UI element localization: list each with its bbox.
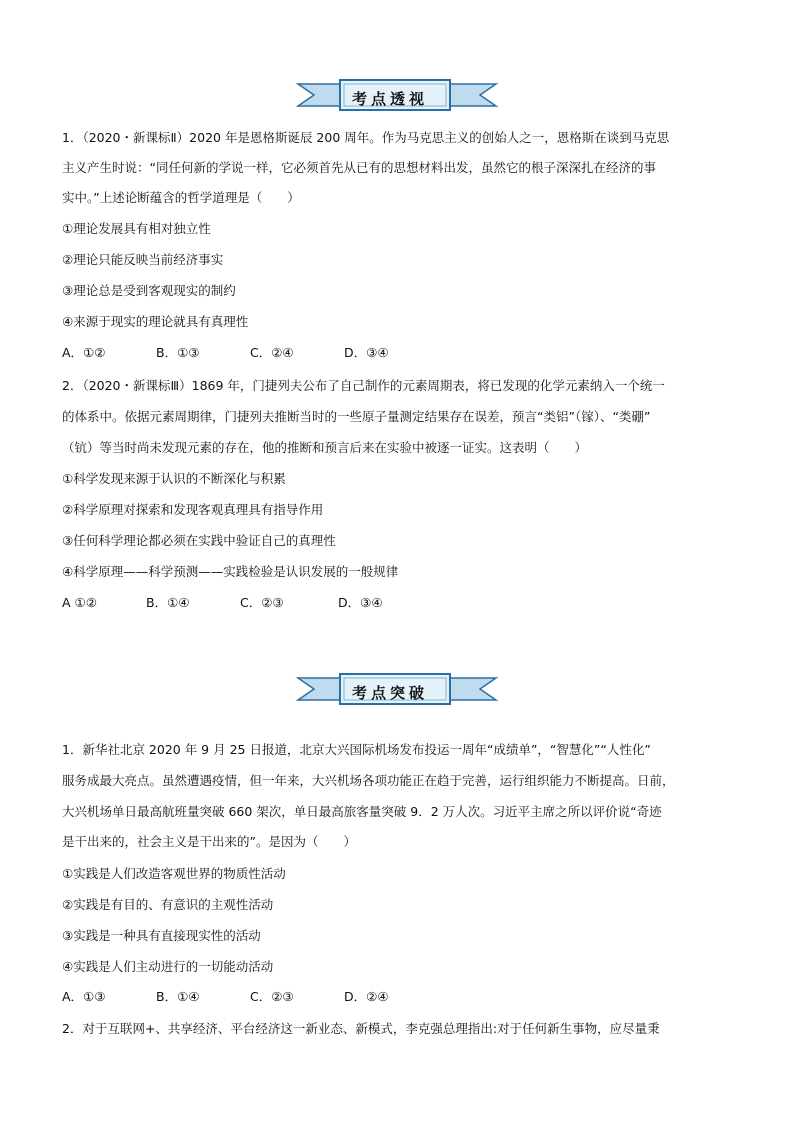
statement-item: ③实践是一种具有直接现实性的活动 xyxy=(62,928,261,943)
statement-item: ②实践是有目的、有意识的主观性活动 xyxy=(62,897,274,912)
section-title: 考点透视 xyxy=(352,90,429,108)
option-c: C．②④ xyxy=(250,345,294,360)
option-b: B．①④ xyxy=(156,989,200,1004)
question-text-line: 的体系中。依据元素周期律，门捷列夫推断当时的一些原子量测定结果存在误差，预言“类铝”（镓）、“类硼” xyxy=(62,409,651,424)
question-text-line: 主义产生时说：“同任何新的学说一样，它必须首先从已有的思想材料出发，虽然它的根子深深扎在经济的事 xyxy=(62,160,656,175)
statement-item: ④来源于现实的理论就具有真理性 xyxy=(62,314,249,329)
statement-item: ②理论只能反映当前经济事实 xyxy=(62,252,224,267)
section-title: 考点突破 xyxy=(352,684,429,702)
statement-item: ①理论发展具有相对独立性 xyxy=(62,221,211,236)
option-a: A．①③ xyxy=(62,989,106,1004)
section-banner-perspective xyxy=(0,76,794,120)
option-a: A ①② xyxy=(62,595,97,610)
question-text-line: 1．（2020・新课标Ⅱ）2020 年是恩格斯诞辰 200 周年。作为马克思主义的创始人之一，恩格斯在谈到马克思 xyxy=(62,130,670,145)
statement-item: ①科学发现来源于认识的不断深化与积累 xyxy=(62,471,286,486)
answer-options xyxy=(62,345,389,361)
question-text-line: （钪）等当时尚未发现元素的存在，他的推断和预言后来在实验中被逐一证实。这表明（ ） xyxy=(62,440,588,455)
statement-item: ④实践是人们主动进行的一切能动活动 xyxy=(62,959,274,974)
answer-options xyxy=(62,989,389,1005)
statement-item: ①实践是人们改造客观世界的物质性活动 xyxy=(62,866,286,881)
option-c: C．②③ xyxy=(240,595,284,610)
section-banner-breakthrough xyxy=(0,670,794,714)
option-b: B．①③ xyxy=(156,345,200,360)
question-text-line: 2．（2020・新课标Ⅲ）1869 年，门捷列夫公布了自己制作的元素周期表，将已发现的化学元素纳入一个统一 xyxy=(62,378,665,393)
statement-item: ②科学原理对探索和发现客观真理具有指导作用 xyxy=(62,502,324,517)
option-a: A．①② xyxy=(62,345,106,360)
option-b: B．①④ xyxy=(146,595,190,610)
option-d: D．③④ xyxy=(338,595,383,610)
question-text-line: 大兴机场单日最高航班量突破 660 架次，单日最高旅客量突破 9．2 万人次。习近平主席之所以评价说“奇迹 xyxy=(62,804,662,819)
option-d: D．②④ xyxy=(344,989,389,1004)
question-text-line: 2．对于互联网+、共享经济、平台经济这一新业态、新模式，李克强总理指出:对于任何新生事物，应尽量秉 xyxy=(62,1021,660,1036)
statement-item: ③任何科学理论都必须在实践中验证自己的真理性 xyxy=(62,533,336,548)
question-text-line: 实中。”上述论断蕴含的哲学道理是（ ） xyxy=(62,190,300,205)
question-text-line: 服务成最大亮点。虽然遭遇疫情，但一年来，大兴机场各项功能正在趋于完善，运行组织能力不断提高。日前， xyxy=(62,773,675,788)
option-c: C．②③ xyxy=(250,989,294,1004)
option-d: D．③④ xyxy=(344,345,389,360)
statement-item: ④科学原理——科学预测——实践检验是认识发展的一般规律 xyxy=(62,564,399,579)
question-text-line: 1．新华社北京 2020 年 9 月 25 日报道，北京大兴国际机场发布投运一周年“成绩单”，“智慧化”“人性化” xyxy=(62,742,651,757)
question-text-line: 是干出来的，社会主义是干出来的”。是因为（ ） xyxy=(62,834,356,849)
statement-item: ③理论总是受到客观现实的制约 xyxy=(62,283,236,298)
answer-options xyxy=(62,595,383,611)
